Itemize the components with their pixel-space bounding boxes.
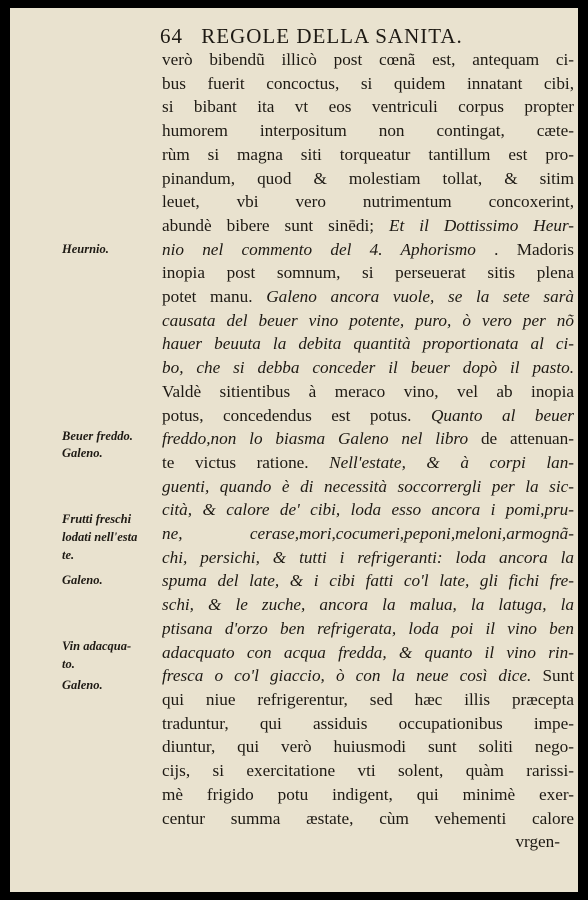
margin-notes: [10, 8, 160, 892]
margin-note: te.: [62, 548, 75, 562]
book-page: [10, 8, 578, 892]
roman-text: rùm si magna siti torqueatur tantillum est pro-: [162, 144, 574, 164]
text-line: [162, 451, 574, 475]
roman-text: Sunt: [542, 666, 574, 686]
roman-text: . Madoris: [494, 239, 574, 259]
italic-text: spuma del late, & i cibi fatti co'l late, gli fichi fre-: [162, 571, 574, 591]
body-text: [162, 48, 574, 854]
text-line: [162, 475, 574, 499]
page-number: 64: [160, 24, 183, 48]
text-line: [162, 261, 574, 285]
margin-note: Heurnio.: [62, 242, 109, 256]
text-line: [162, 783, 574, 807]
roman-text: vrgen-: [515, 832, 560, 852]
italic-text: freddo,non lo biasma Galeno nel libro: [162, 429, 469, 449]
margin-note: Galeno.: [62, 573, 103, 587]
roman-text: abundè bibere sunt sinēdi;: [162, 215, 375, 235]
roman-text: qui niue refrigerentur, sed hæc illis præcepta: [162, 689, 574, 709]
text-line: [162, 214, 574, 238]
text-line: [162, 522, 574, 546]
text-line: [162, 759, 574, 783]
roman-text: leuet, vbi vero nutrimentum concoxerint,: [162, 192, 574, 212]
roman-text: centur summa æstate, cùm vehementi calore: [162, 808, 574, 828]
text-line: [162, 498, 574, 522]
margin-note: to.: [62, 657, 75, 671]
text-line: [162, 356, 574, 380]
margin-note: Galeno.: [62, 678, 103, 692]
roman-text: pinandum, quod & molestiam tollat, & sitim: [162, 168, 574, 188]
italic-text: guenti, quando è di necessità soccorrergli per la sic-: [162, 476, 574, 496]
roman-text: traduntur, qui assiduis occupationibus impe-: [162, 713, 574, 733]
italic-text: bo, che si debba conceder il beuer dopò il pasto.: [162, 358, 574, 378]
text-line: [162, 380, 574, 404]
italic-text: fresca o co'l giaccio, ò con la neue così dice.: [162, 666, 532, 686]
italic-text: nio nel commento del 4. Aphorismo: [162, 239, 476, 259]
roman-text: inopia post somnum, si perseuerat sitis plena: [162, 263, 574, 283]
text-line: [162, 593, 574, 617]
text-line: [162, 238, 574, 262]
roman-text: verò bibendũ illicò post cœnã est, antequam ci-: [162, 50, 574, 69]
text-line: [162, 285, 574, 309]
text-line: [162, 830, 574, 854]
running-title: REGOLE DELLA SANITA.: [201, 24, 463, 48]
roman-text: potus, concedendus est potus.: [162, 405, 412, 425]
text-line: [162, 48, 574, 72]
text-line: [162, 617, 574, 641]
text-line: [162, 167, 574, 191]
text-line: [162, 712, 574, 736]
roman-text: te victus ratione.: [162, 452, 309, 472]
italic-text: causata del beuer vino potente, puro, ò vero per nõ: [162, 310, 574, 330]
text-line: [162, 95, 574, 119]
text-line: [162, 427, 574, 451]
text-line: [162, 404, 574, 428]
text-line: [162, 664, 574, 688]
margin-note: Galeno.: [62, 446, 103, 460]
italic-text: schi, & le zuche, ancora la malua, la latuga, la: [162, 595, 574, 615]
italic-text: Quanto al beuer: [430, 405, 574, 425]
italic-text: adacquato con acqua fredda, & quanto il vino rin-: [162, 642, 574, 662]
margin-note: Frutti freschi: [62, 512, 132, 526]
roman-text: humorem interpositum non contingat, cæte-: [162, 121, 574, 141]
margin-note: Beuer freddo.: [62, 429, 133, 443]
text-line: [162, 807, 574, 831]
text-line: [162, 546, 574, 570]
text-line: [162, 309, 574, 333]
text-line: [162, 332, 574, 356]
margin-note: lodati nell'esta: [62, 530, 138, 544]
roman-text: cijs, si exercitatione vti solent, quàm rarissi-: [162, 761, 574, 781]
italic-text: hauer beuuta la debita quantità proportionata al ci-: [162, 334, 574, 354]
text-line: [162, 143, 574, 167]
italic-text: ptisana d'orzo ben refrigerata, loda poi il vino ben: [162, 618, 574, 638]
margin-note: Vin adacqua-: [62, 639, 132, 653]
roman-text: bus fuerit concoctus, si quidem innatant cibi,: [162, 73, 574, 93]
roman-text: Valdè sitientibus à meraco vino, vel ab inopia: [162, 381, 574, 401]
text-line: [162, 688, 574, 712]
italic-text: ne, cerase,mori,cocumeri,peponi,meloni,armognã-: [162, 524, 574, 544]
roman-text: diuntur, qui verò huiusmodi sunt soliti nego-: [162, 737, 574, 757]
text-line: [162, 119, 574, 143]
roman-text: mè frigido potu indigent, qui minimè exer-: [162, 784, 574, 804]
roman-text: de attenuan-: [480, 429, 574, 449]
italic-text: chi, persichi, & tutti i refrigeranti: loda ancora la: [162, 547, 574, 567]
italic-text: cità, & calore de' cibi, loda esso ancora i pomi,pru-: [162, 500, 574, 520]
text-line: [162, 190, 574, 214]
roman-text: potet manu.: [162, 287, 253, 307]
italic-text: Galeno ancora vuole, se la sete sarà: [266, 287, 574, 307]
text-line: [162, 569, 574, 593]
text-line: [162, 72, 574, 96]
italic-text: Et il Dottissimo Heur-: [389, 215, 574, 235]
text-line: [162, 735, 574, 759]
roman-text: si bibant ita vt eos ventriculi corpus propter: [162, 97, 574, 117]
italic-text: Nell'estate, & à corpi lan-: [329, 452, 574, 472]
text-line: [162, 641, 574, 665]
